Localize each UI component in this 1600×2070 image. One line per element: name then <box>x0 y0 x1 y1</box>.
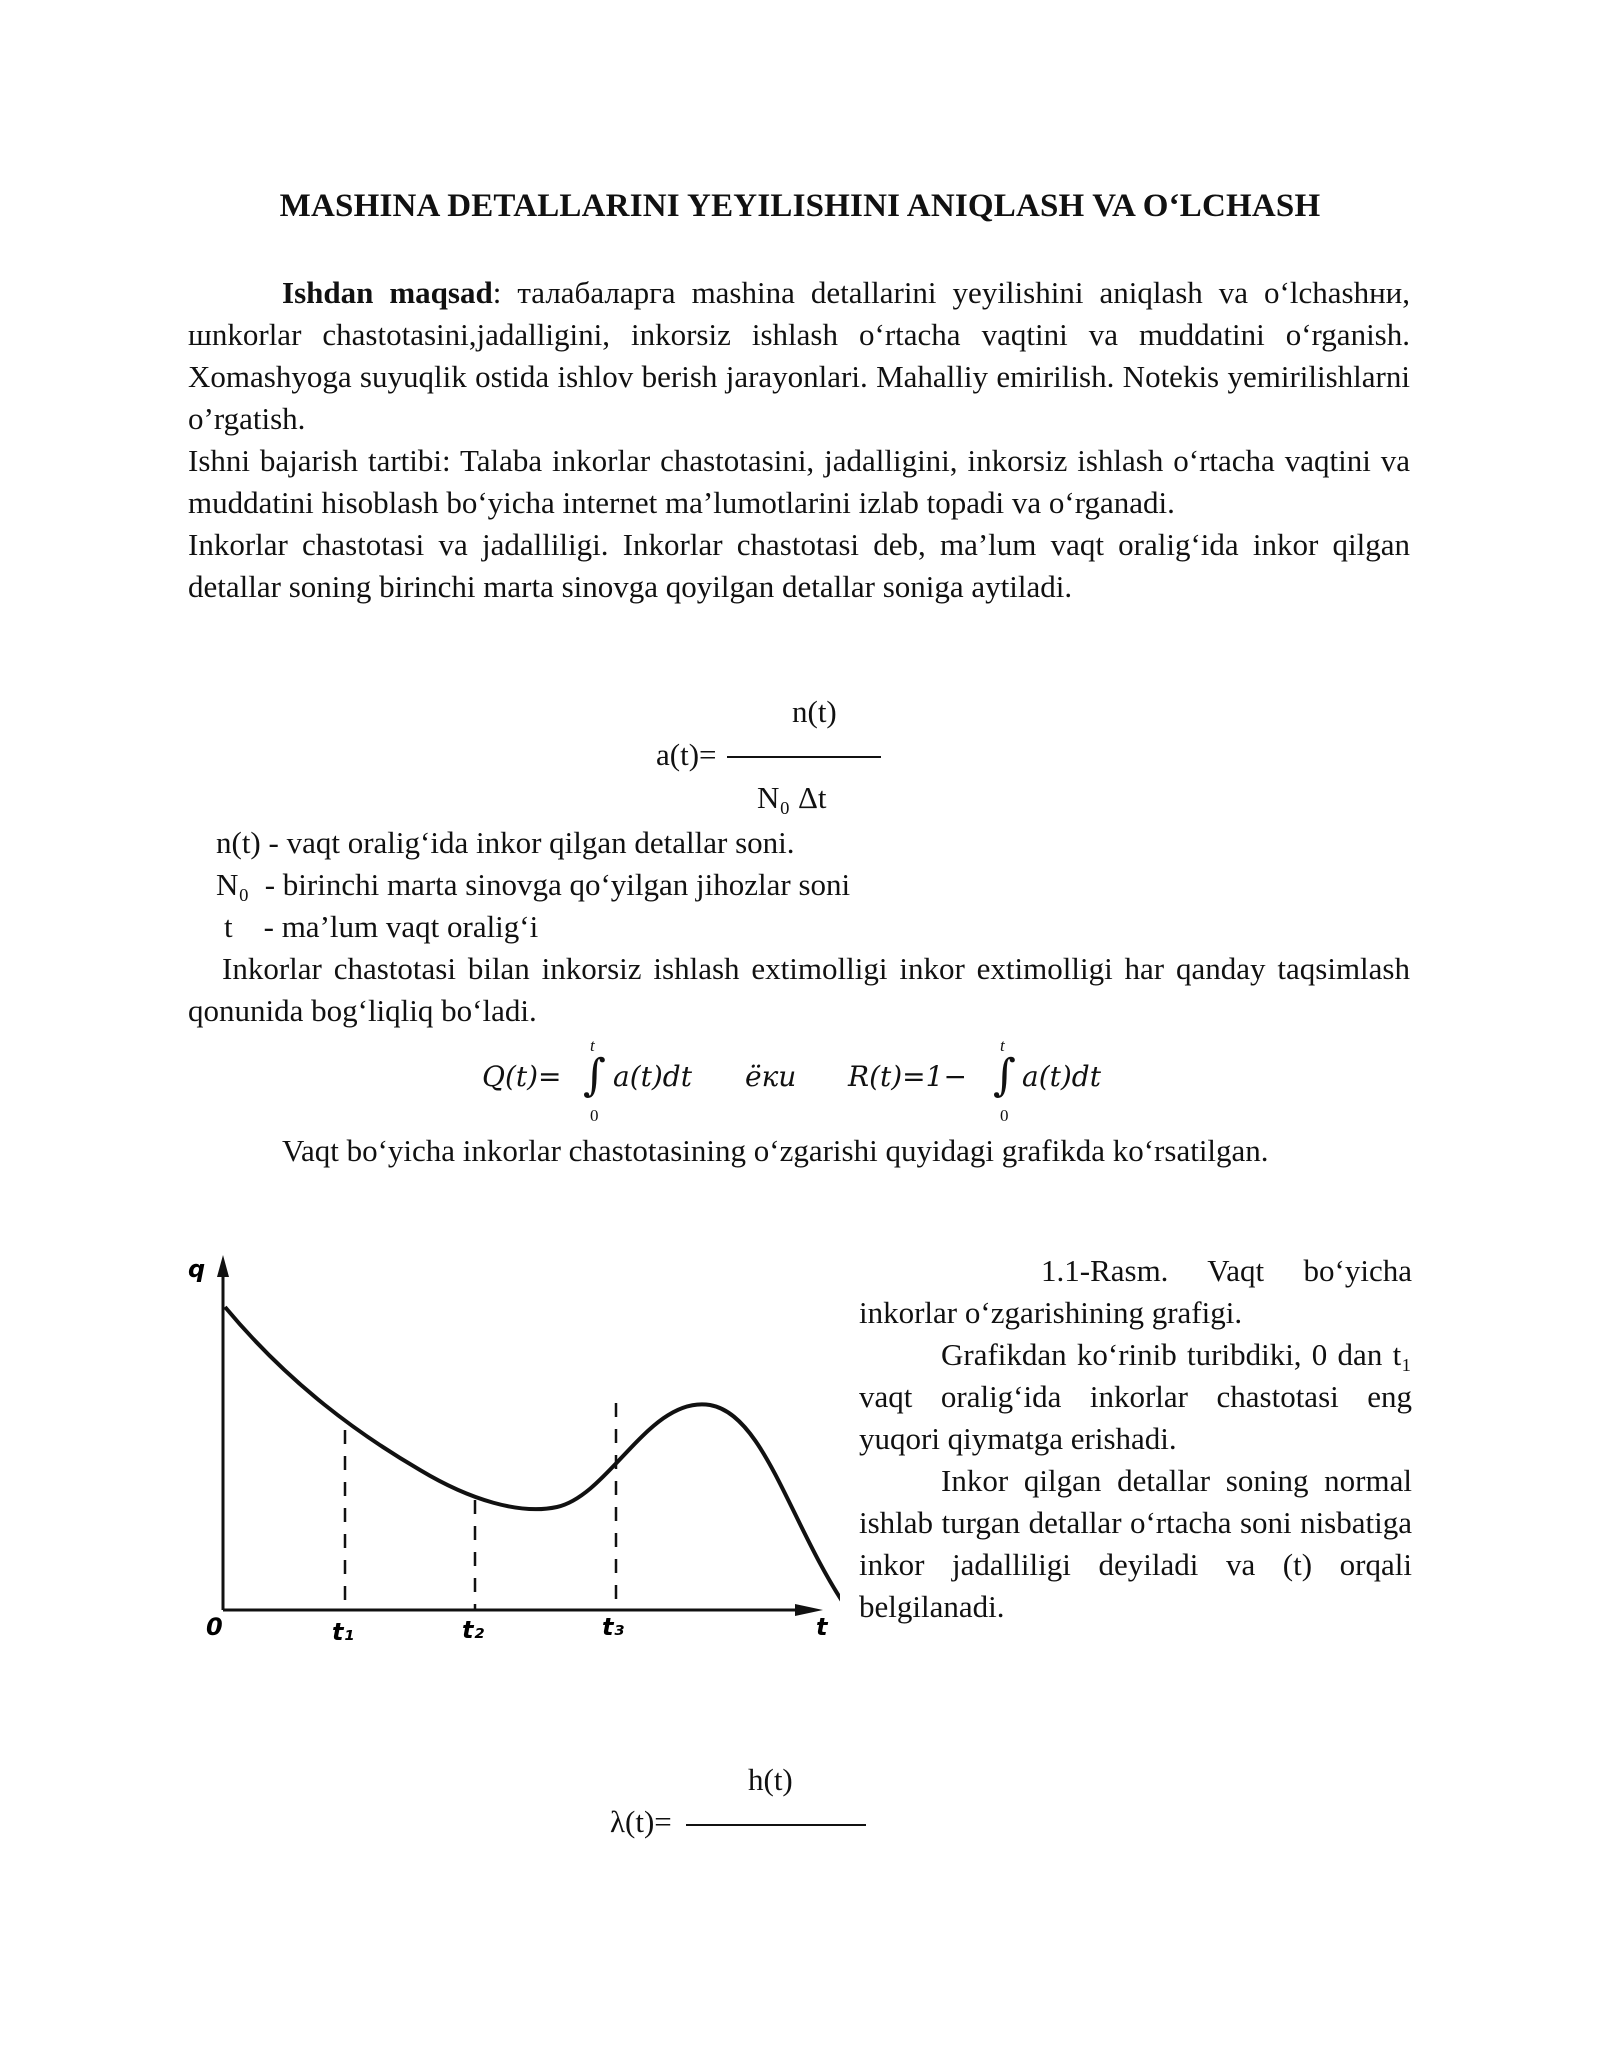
definition-symbol: t <box>224 909 233 944</box>
definition-text: - ma’lum vaqt oralig‘i <box>263 909 539 944</box>
formula-q-integrand: a(t)dt <box>613 1060 692 1093</box>
definition-symbol: N₀ <box>216 867 250 902</box>
figure-caption: 1.1-Rasm. Vaqt bo‘yicha inkorlar o‘zgarishining grafigi. <box>859 1253 1412 1330</box>
procedure-paragraph: Ishni bajarish tartibi: Talaba inkorlar chastotasini, jadalligini, inkorsiz ishlash o‘rtacha vaqtini va muddatini hisoblash bo‘yicha internet ma’lumotlarini izlab topadi va o‘rganadi. <box>188 443 1410 520</box>
graph-intro-text: Vaqt bo‘yicha inkorlar chastotasining o‘zgarishi quyidagi grafikda ko‘rsatilgan. <box>282 1133 1269 1168</box>
goal-label: Ishdan maqsad <box>282 275 493 310</box>
relation-paragraph: Inkorlar chastotasi bilan inkorsiz ishlash extimolligi inkor extimolligi har qanday taqsimlash qonunida bog‘liqliq bo‘ladi. <box>188 951 1410 1028</box>
goal-paragraph <box>188 272 1410 440</box>
formula1-lhs: a(t)= <box>656 737 717 772</box>
formula-r-integrand: a(t)dt <box>1022 1060 1101 1093</box>
definition-paragraph: Inkorlar chastotasi va jadalliligi. Inkorlar chastotasi deb, ma’lum vaqt oralig‘ida inkor qilgan detallar soning birinchi marta sinovga qoyilgan detallar soniga aytiladi. <box>188 527 1410 604</box>
formula-connector: ёки <box>745 1060 797 1093</box>
formula-q-lhs: Q(t)= <box>482 1060 562 1093</box>
integral-r-lower: 0 <box>1000 1106 1009 1125</box>
definition-text: - vaqt oralig‘ida inkor qilgan detallar soni. <box>268 825 795 860</box>
failure-rate-graph <box>180 1245 840 1655</box>
formula1-fraction-line <box>727 756 881 758</box>
formula3-lhs: λ(t)= <box>610 1804 672 1839</box>
goal-text: : талабаларга mashina detallarini yeyilishini aniqlash va o‘lchashни, шnkorlar chastotasini,jadalligini, inkorsiz ishlash o‘rtacha vaqtini va muddatini o‘rganish. Xomashyoga suyuqlik ostida ishlov berish jarayonlari. Mahalliy emirilish. Notekis yemirilishlarni o’rgatish. <box>188 275 1410 436</box>
y-axis-label: q <box>188 1255 206 1283</box>
side-paragraph-1: Grafikdan ko‘rinib turibdiki, 0 dan t₁ vaqt oralig‘ida inkorlar chastotasi eng yuqori qiymatga erishadi. <box>859 1337 1412 1456</box>
formula3-numerator: h(t) <box>748 1762 793 1797</box>
tick-label-t1: t₁ <box>332 1618 354 1646</box>
definition-symbol: n(t) <box>216 825 261 860</box>
definition-row-2 <box>216 864 850 906</box>
integral-r-upper: t <box>1000 1036 1005 1055</box>
definition-text: - birinchi marta sinovga qo‘yilgan jihozlar soni <box>264 867 851 902</box>
origin-label: 0 <box>206 1613 223 1641</box>
integral-q-lower: 0 <box>590 1106 599 1125</box>
failure-rate-curve <box>225 1307 840 1610</box>
integral-sign-r: ∫ <box>993 1050 1016 1101</box>
integral-q-upper: t <box>590 1036 595 1055</box>
definition-row-3 <box>224 906 538 948</box>
x-axis-label: t <box>816 1613 828 1641</box>
side-paragraph-2: Inkor qilgan detallar soning normal ishlab turgan detallar o‘rtacha soni nisbatiga inkor jadalliligi deyiladi va (t) orqali belgilanadi. <box>859 1463 1412 1624</box>
definition-row-1 <box>216 822 795 864</box>
y-axis-arrow <box>217 1255 229 1277</box>
formula1-denominator: N₀ Δt <box>757 780 827 815</box>
tick-label-t3: t₃ <box>602 1613 624 1641</box>
formula1-numerator: n(t) <box>792 694 837 729</box>
graph-side-text <box>859 1250 1412 1628</box>
tick-label-t2: t₂ <box>462 1616 484 1644</box>
formula-r-lhs: R(t)=1− <box>848 1060 967 1093</box>
integral-sign-q: ∫ <box>583 1050 606 1101</box>
graph-intro-paragraph <box>188 1130 1410 1172</box>
formula3-fraction-line <box>686 1824 866 1826</box>
page-title: MASHINA DETALLARINI YEYILISHINI ANIQLASH VA O‘LCHASH <box>279 188 1321 224</box>
intro-block <box>188 272 1410 608</box>
